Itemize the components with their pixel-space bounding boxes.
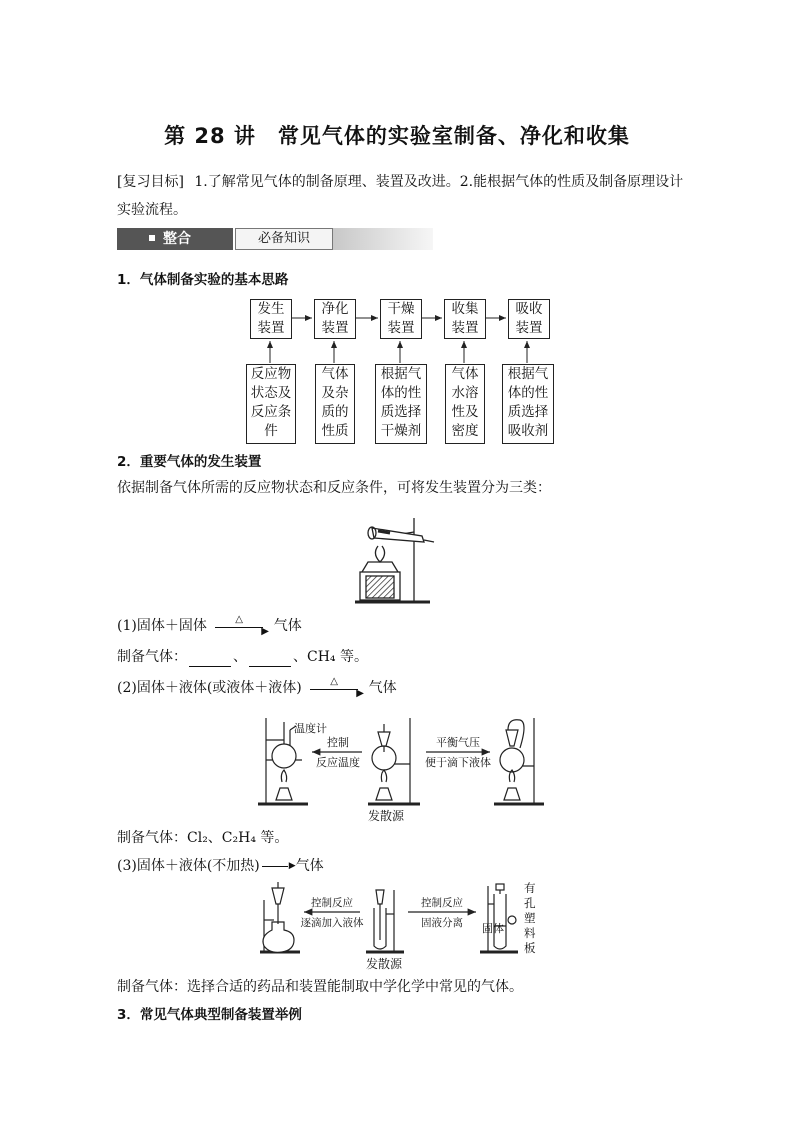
fig3-right-label1: 控制反应 bbox=[421, 897, 463, 909]
fig3-caption: 发散源 bbox=[365, 957, 403, 971]
fig3-plate-label: 有 孔 塑 料 板 bbox=[524, 881, 536, 955]
type1-reactants: (1)固体＋固体 bbox=[117, 618, 207, 634]
fig3-right-label2: 固液分离 bbox=[421, 917, 463, 929]
flow-basis-box: 气体 及杂 质的 性质 bbox=[315, 364, 355, 444]
type3-reactants: (3)固体＋液体(不加热) bbox=[117, 858, 260, 874]
flow-step-box: 发生 装置 bbox=[250, 299, 292, 339]
type1-product: 气体 bbox=[273, 618, 302, 634]
review-goals-label: [复习目标] bbox=[117, 174, 184, 190]
arrow-icon bbox=[262, 866, 288, 867]
gas3-line: 制备气体：选择合适的药品和装置能制取中学化学中常见的气体。 bbox=[117, 979, 523, 995]
flow-step-box: 吸收 装置 bbox=[508, 299, 550, 339]
flow-step-box: 净化 装置 bbox=[314, 299, 356, 339]
banner-tag-text: 整合 bbox=[163, 231, 191, 247]
page-title: 第 28 讲 常见气体的实验室制备、净化和收集 bbox=[164, 124, 630, 148]
heating-arrow-icon: △ ▶ bbox=[306, 678, 364, 698]
flow-arrows bbox=[0, 0, 794, 460]
gas2-line: 制备气体：Cl₂、C₂H₄ 等。 bbox=[117, 830, 289, 846]
section2-heading: 2．重要气体的发生装置 bbox=[117, 454, 262, 470]
type2-product: 气体 bbox=[368, 680, 397, 696]
gas1-line: 制备气体： 、 、CH₄ 等。 bbox=[117, 649, 368, 665]
type2-reactants: (2)固体＋液体(或液体＋液体) bbox=[117, 680, 302, 696]
fig2-right-label1: 平衡气压 bbox=[436, 736, 480, 749]
fig2-right-label2: 便于滴下液体 bbox=[425, 756, 491, 769]
answer-blank[interactable] bbox=[189, 652, 231, 667]
type3-product: 气体 bbox=[295, 858, 324, 874]
type1-line bbox=[117, 616, 302, 636]
solid-liquid-heating-figure bbox=[250, 712, 550, 824]
section3-heading: 3．常见气体典型制备装置举例 bbox=[117, 1007, 302, 1023]
fig3-left-label1: 控制反应 bbox=[311, 897, 353, 909]
heating-arrow-icon: △ ▶ bbox=[211, 616, 269, 636]
solid-liquid-no-heat-figure bbox=[256, 880, 546, 972]
type2-line bbox=[117, 678, 397, 698]
flow-step-box: 收集 装置 bbox=[444, 299, 486, 339]
banner-sub: 必备知识 bbox=[235, 228, 333, 250]
review-goals-line2: 实验流程。 bbox=[117, 202, 187, 218]
review-goals-line1: 1.了解常见气体的制备原理、装置及改进。2.能根据气体的性质及制备原理设计 bbox=[194, 174, 684, 190]
fig2-left-label1: 控制 bbox=[327, 736, 349, 749]
flow-basis-box: 根据气 体的性 质选择 吸收剂 bbox=[502, 364, 554, 444]
type3-line: (3)固体＋液体(不加热) ▶气体 bbox=[117, 858, 324, 874]
fig3-left-label2: 逐滴加入液体 bbox=[300, 917, 364, 929]
solid-solid-apparatus-figure bbox=[350, 512, 460, 606]
flow-basis-box: 反应物 状态及 反应条 件 bbox=[246, 364, 296, 444]
section1-heading: 1．气体制备实验的基本思路 bbox=[117, 272, 289, 288]
section2-intro: 依据制备气体所需的反应物状态和反应条件，可将发生装置分为三类： bbox=[117, 480, 551, 496]
flow-basis-box: 根据气 体的性 质选择 干燥剂 bbox=[375, 364, 427, 444]
fig3-solid-label: 固体 bbox=[482, 922, 504, 935]
answer-blank[interactable] bbox=[249, 652, 291, 667]
flow-step-box: 干燥 装置 bbox=[380, 299, 422, 339]
fig2-caption: 发散源 bbox=[367, 809, 405, 823]
fig2-left-label2: 反应温度 bbox=[316, 756, 360, 769]
thermometer-label: 温度计 bbox=[294, 722, 327, 735]
flow-basis-box: 气体 水溶 性及 密度 bbox=[445, 364, 485, 444]
